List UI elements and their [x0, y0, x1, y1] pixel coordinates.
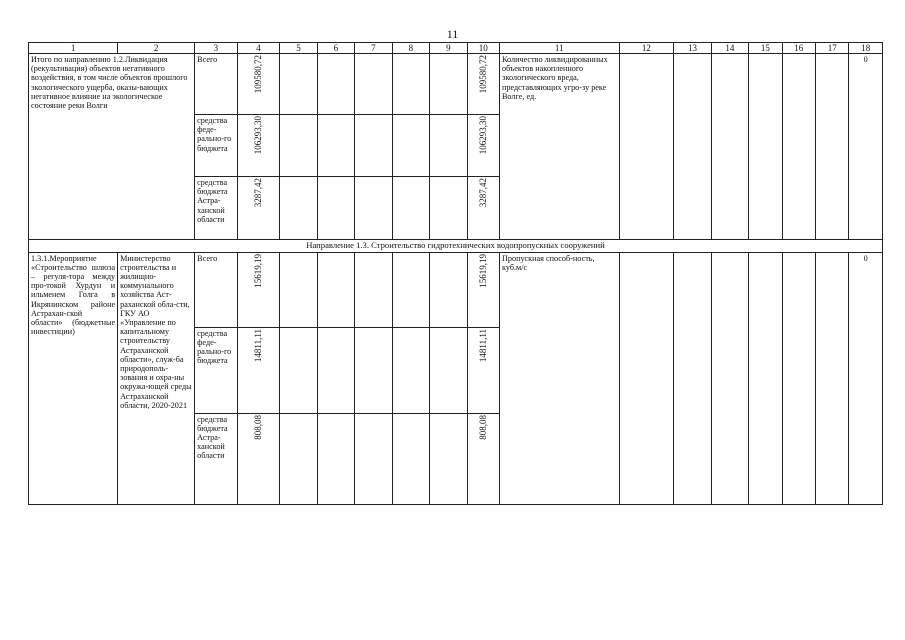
amount-cell: 808,08: [467, 413, 499, 504]
amount-cell: 106293,30: [467, 115, 499, 177]
funding-source: средства феде-рально-го бюджета: [195, 327, 238, 413]
header-cell: 3: [195, 43, 238, 54]
block1-col18-value: 0: [849, 54, 883, 240]
header-cell: 8: [392, 43, 429, 54]
header-cell: 16: [782, 43, 815, 54]
header-cell: 17: [815, 43, 848, 54]
header-cell: 11: [499, 43, 619, 54]
table-row: [29, 54, 883, 115]
funding-source: средства бюджета Астра-ханской области: [195, 177, 238, 240]
header-cell: 9: [430, 43, 467, 54]
amount-cell: 3287,42: [467, 177, 499, 240]
block2-title: 1.3.1.Мероприятие «Строительство шлюза – регуля-тора между про-токой Хурдун и ильменем Голга в Икрянинском районе Астрахан-ской области» (бюджетные инвестиции): [29, 252, 118, 504]
block2-col18-value: 0: [849, 252, 883, 504]
block2-executor: Министерство строительства и жилищно-коммунального хозяйства Аст-раханской обла-сти, ГКУ АО «Управление по капитальному строительству Астраханской области», служ-ба природополь-зования и охра-ны окружа-ющей среды Астраханской области, 2020-2021: [118, 252, 195, 504]
block1-indicator: Количество ликвидированных объектов накопленного экологического вреда, представляющих угро-зу реке Волге, ед.: [499, 54, 619, 240]
header-cell: 13: [674, 43, 711, 54]
header-cell: 6: [317, 43, 354, 54]
block1-title: Итого по направлению 1.2.Ликвидация (рекультивация) объектов негативного воздействия, в том числе объектов прошлого экологического ущерба, оказы-вающих негативное влияние на экологическое состояние реки Волги: [29, 54, 195, 240]
header-cell: 18: [849, 43, 883, 54]
funding-source: средства бюджета Астра-ханской области: [195, 413, 238, 504]
funding-source: Всего: [195, 54, 238, 115]
amount-cell: 109580,72: [467, 54, 499, 115]
amount-cell: 106293,30: [237, 115, 280, 177]
header-cell: 12: [619, 43, 674, 54]
section-title: Направление 1.3. Строительство гидротехнических водопропускных сооружений: [29, 240, 883, 253]
block2-indicator: Пропускная способ-ность, куб.м/с: [499, 252, 619, 504]
header-cell: 2: [118, 43, 195, 54]
header-cell: 14: [711, 43, 748, 54]
amount-cell: 109580,72: [237, 54, 280, 115]
amount-cell: 15619,19: [237, 252, 280, 327]
page-number: 11: [446, 27, 459, 41]
amount-cell: 3287,42: [237, 177, 280, 240]
section-row: [29, 240, 883, 253]
table-row: [29, 252, 883, 327]
header-cell: 4: [237, 43, 280, 54]
header-cell: 1: [29, 43, 118, 54]
amount-cell: 808,08: [237, 413, 280, 504]
header-row: [29, 43, 883, 54]
funding-source: Всего: [195, 252, 238, 327]
header-cell: 15: [749, 43, 782, 54]
header-cell: 10: [467, 43, 499, 54]
funding-source: средства феде-рально-го бюджета: [195, 115, 238, 177]
amount-cell: 14811,11: [237, 327, 280, 413]
header-cell: 7: [355, 43, 392, 54]
program-table: [28, 42, 883, 505]
amount-cell: 14811,11: [467, 327, 499, 413]
header-cell: 5: [280, 43, 317, 54]
amount-cell: 15619,19: [467, 252, 499, 327]
